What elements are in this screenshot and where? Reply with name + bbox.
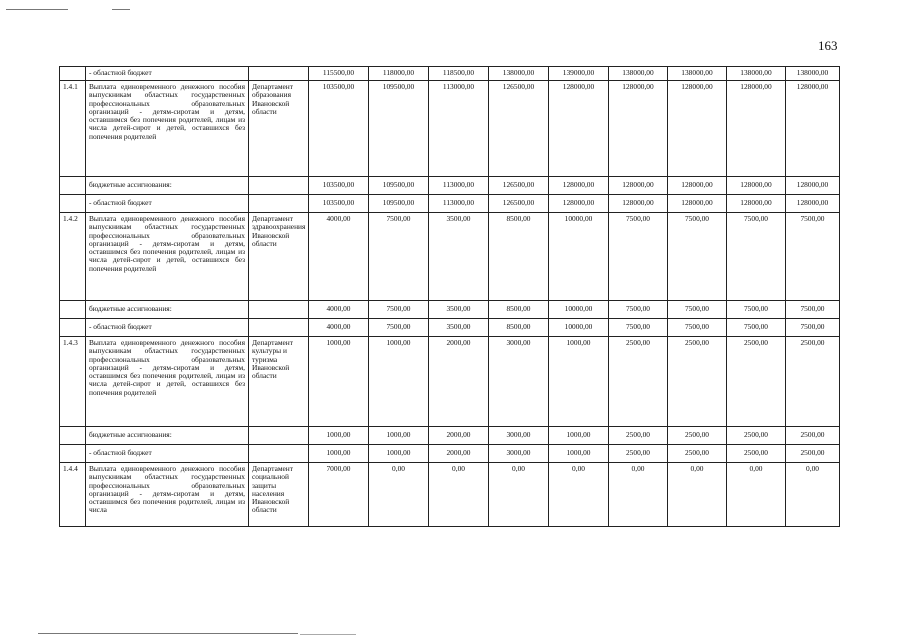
amount-cell: 1000,00 xyxy=(369,337,429,427)
amount-cell: 7500,00 xyxy=(609,213,668,301)
amount-cell: 2500,00 xyxy=(609,337,668,427)
amount-cell: 2500,00 xyxy=(609,445,668,463)
amount-cell: 4000,00 xyxy=(309,213,369,301)
item-description: Выплата единовременного денежного пособия выпускникам областных государственных профессиональных образовательных организаций - детям-сиротам и детям, оставшимся без попечения родителей, лицам из числа детей-сирот и детей, оставшихся без попечения родителей xyxy=(86,81,249,177)
amount-cell: 2000,00 xyxy=(429,427,489,445)
empty-code-cell xyxy=(60,427,86,445)
amount-cell: 8500,00 xyxy=(489,319,549,337)
amount-cell: 109500,00 xyxy=(369,195,429,213)
scan-artifact-line xyxy=(300,634,356,635)
amount-cell: 103500,00 xyxy=(309,81,369,177)
amount-cell: 109500,00 xyxy=(369,177,429,195)
amount-cell: 126500,00 xyxy=(489,195,549,213)
amount-cell: 128000,00 xyxy=(786,195,840,213)
item-code: 1.4.4 xyxy=(60,463,86,527)
item-code: 1.4.3 xyxy=(60,337,86,427)
scan-artifact-line xyxy=(6,9,68,10)
amount-cell: 113000,00 xyxy=(429,81,489,177)
amount-cell: 3500,00 xyxy=(429,319,489,337)
budget-subtotal-row xyxy=(60,195,840,213)
amount-cell: 1000,00 xyxy=(369,427,429,445)
amount-cell: 3000,00 xyxy=(489,427,549,445)
budget-line-label: - областной бюджет xyxy=(86,319,249,337)
amount-cell: 3000,00 xyxy=(489,445,549,463)
budget-table xyxy=(59,66,840,527)
empty-executor-cell xyxy=(249,301,309,319)
amount-cell: 2500,00 xyxy=(727,445,786,463)
amount-cell: 126500,00 xyxy=(489,177,549,195)
item-executor: Департамент образования Ивановской области xyxy=(249,81,309,177)
amount-cell: 3500,00 xyxy=(429,213,489,301)
amount-cell: 128000,00 xyxy=(668,81,727,177)
amount-cell: 2500,00 xyxy=(786,427,840,445)
amount-cell: 2500,00 xyxy=(786,337,840,427)
amount-cell: 103500,00 xyxy=(309,177,369,195)
amount-cell: 138000,00 xyxy=(489,67,549,81)
amount-cell: 118000,00 xyxy=(369,67,429,81)
page-number: 163 xyxy=(818,38,838,53)
item-description: Выплата единовременного денежного пособия выпускникам областных государственных профессиональных образовательных организаций - детям-сиротам и детям, оставшимся без попечения родителей, лицам из числа детей-сирот и детей, оставшихся без попечения родителей xyxy=(86,213,249,301)
budget-subtotal-row xyxy=(60,427,840,445)
amount-cell: 2500,00 xyxy=(668,445,727,463)
amount-cell: 7500,00 xyxy=(668,213,727,301)
empty-code-cell xyxy=(60,177,86,195)
budget-subtotal-row xyxy=(60,319,840,337)
amount-cell: 1000,00 xyxy=(549,337,609,427)
budget-subtotal-row xyxy=(60,67,840,81)
empty-code-cell xyxy=(60,445,86,463)
amount-cell: 7500,00 xyxy=(609,319,668,337)
scan-artifact-line xyxy=(112,9,130,10)
empty-code-cell xyxy=(60,67,86,81)
empty-code-cell xyxy=(60,319,86,337)
empty-executor-cell xyxy=(249,67,309,81)
budget-subtotal-row xyxy=(60,301,840,319)
amount-cell: 128000,00 xyxy=(549,177,609,195)
amount-cell: 7500,00 xyxy=(668,301,727,319)
amount-cell: 118500,00 xyxy=(429,67,489,81)
amount-cell: 10000,00 xyxy=(549,301,609,319)
amount-cell: 126500,00 xyxy=(489,81,549,177)
amount-cell: 1000,00 xyxy=(549,445,609,463)
amount-cell: 128000,00 xyxy=(727,177,786,195)
amount-cell: 7500,00 xyxy=(786,301,840,319)
amount-cell: 2500,00 xyxy=(786,445,840,463)
amount-cell: 2500,00 xyxy=(727,427,786,445)
item-row xyxy=(60,213,840,301)
item-executor: Департамент культуры и туризма Ивановской области xyxy=(249,337,309,427)
amount-cell: 138000,00 xyxy=(786,67,840,81)
amount-cell: 4000,00 xyxy=(309,319,369,337)
empty-code-cell xyxy=(60,195,86,213)
budget-line-label: бюджетные ассигнования: xyxy=(86,177,249,195)
budget-line-label: бюджетные ассигнования: xyxy=(86,301,249,319)
amount-cell: 128000,00 xyxy=(609,81,668,177)
amount-cell: 7000,00 xyxy=(309,463,369,527)
amount-cell: 7500,00 xyxy=(727,301,786,319)
amount-cell: 2000,00 xyxy=(429,337,489,427)
budget-subtotal-row xyxy=(60,445,840,463)
amount-cell: 7500,00 xyxy=(609,301,668,319)
item-code: 1.4.2 xyxy=(60,213,86,301)
amount-cell: 10000,00 xyxy=(549,319,609,337)
amount-cell: 0,00 xyxy=(489,463,549,527)
amount-cell: 2500,00 xyxy=(727,337,786,427)
budget-line-label: - областной бюджет xyxy=(86,195,249,213)
table-body xyxy=(60,67,840,527)
amount-cell: 7500,00 xyxy=(786,319,840,337)
item-code: 1.4.1 xyxy=(60,81,86,177)
amount-cell: 7500,00 xyxy=(727,319,786,337)
amount-cell: 7500,00 xyxy=(369,301,429,319)
amount-cell: 7500,00 xyxy=(786,213,840,301)
amount-cell: 2500,00 xyxy=(668,337,727,427)
amount-cell: 2500,00 xyxy=(609,427,668,445)
empty-code-cell xyxy=(60,301,86,319)
amount-cell: 103500,00 xyxy=(309,195,369,213)
amount-cell: 7500,00 xyxy=(369,319,429,337)
amount-cell: 128000,00 xyxy=(609,177,668,195)
amount-cell: 128000,00 xyxy=(549,81,609,177)
amount-cell: 3000,00 xyxy=(489,337,549,427)
amount-cell: 138000,00 xyxy=(668,67,727,81)
item-description: Выплата единовременного денежного пособия выпускникам областных государственных профессиональных образовательных организаций - детям-сиротам и детям, оставшимся без попечения родителей, лицам из числа детей-сирот и детей, оставшихся без попечения родителей xyxy=(86,337,249,427)
amount-cell: 128000,00 xyxy=(668,177,727,195)
amount-cell: 0,00 xyxy=(786,463,840,527)
amount-cell: 128000,00 xyxy=(549,195,609,213)
amount-cell: 0,00 xyxy=(609,463,668,527)
amount-cell: 0,00 xyxy=(369,463,429,527)
budget-line-label: - областной бюджет xyxy=(86,67,249,81)
budget-line-label: - областной бюджет xyxy=(86,445,249,463)
amount-cell: 128000,00 xyxy=(727,195,786,213)
amount-cell: 128000,00 xyxy=(668,195,727,213)
budget-subtotal-row xyxy=(60,177,840,195)
amount-cell: 138000,00 xyxy=(609,67,668,81)
amount-cell: 139000,00 xyxy=(549,67,609,81)
amount-cell: 115500,00 xyxy=(309,67,369,81)
empty-executor-cell xyxy=(249,319,309,337)
amount-cell: 8500,00 xyxy=(489,301,549,319)
amount-cell: 1000,00 xyxy=(549,427,609,445)
item-row xyxy=(60,463,840,527)
amount-cell: 2500,00 xyxy=(668,427,727,445)
amount-cell: 2000,00 xyxy=(429,445,489,463)
item-executor: Департамент социальной защиты населения Ивановской области xyxy=(249,463,309,527)
item-executor: Департамент здравоохранения Ивановской области xyxy=(249,213,309,301)
scan-artifact-line xyxy=(38,633,298,634)
empty-executor-cell xyxy=(249,445,309,463)
amount-cell: 8500,00 xyxy=(489,213,549,301)
budget-line-label: бюджетные ассигнования: xyxy=(86,427,249,445)
amount-cell: 7500,00 xyxy=(668,319,727,337)
amount-cell: 7500,00 xyxy=(727,213,786,301)
empty-executor-cell xyxy=(249,177,309,195)
amount-cell: 1000,00 xyxy=(369,445,429,463)
amount-cell: 0,00 xyxy=(668,463,727,527)
amount-cell: 128000,00 xyxy=(786,81,840,177)
amount-cell: 1000,00 xyxy=(309,445,369,463)
amount-cell: 0,00 xyxy=(727,463,786,527)
item-row xyxy=(60,81,840,177)
item-description: Выплата единовременного денежного пособия выпускникам областных государственных профессиональных образовательных организаций - детям-сиротам и детям, оставшимся без попечения родителей, лицам из числа xyxy=(86,463,249,527)
amount-cell: 113000,00 xyxy=(429,177,489,195)
item-row xyxy=(60,337,840,427)
amount-cell: 128000,00 xyxy=(727,81,786,177)
empty-executor-cell xyxy=(249,427,309,445)
amount-cell: 128000,00 xyxy=(609,195,668,213)
amount-cell: 1000,00 xyxy=(309,427,369,445)
amount-cell: 109500,00 xyxy=(369,81,429,177)
amount-cell: 10000,00 xyxy=(549,213,609,301)
amount-cell: 0,00 xyxy=(549,463,609,527)
amount-cell: 1000,00 xyxy=(309,337,369,427)
amount-cell: 7500,00 xyxy=(369,213,429,301)
amount-cell: 3500,00 xyxy=(429,301,489,319)
amount-cell: 138000,00 xyxy=(727,67,786,81)
amount-cell: 0,00 xyxy=(429,463,489,527)
amount-cell: 113000,00 xyxy=(429,195,489,213)
empty-executor-cell xyxy=(249,195,309,213)
amount-cell: 4000,00 xyxy=(309,301,369,319)
amount-cell: 128000,00 xyxy=(786,177,840,195)
